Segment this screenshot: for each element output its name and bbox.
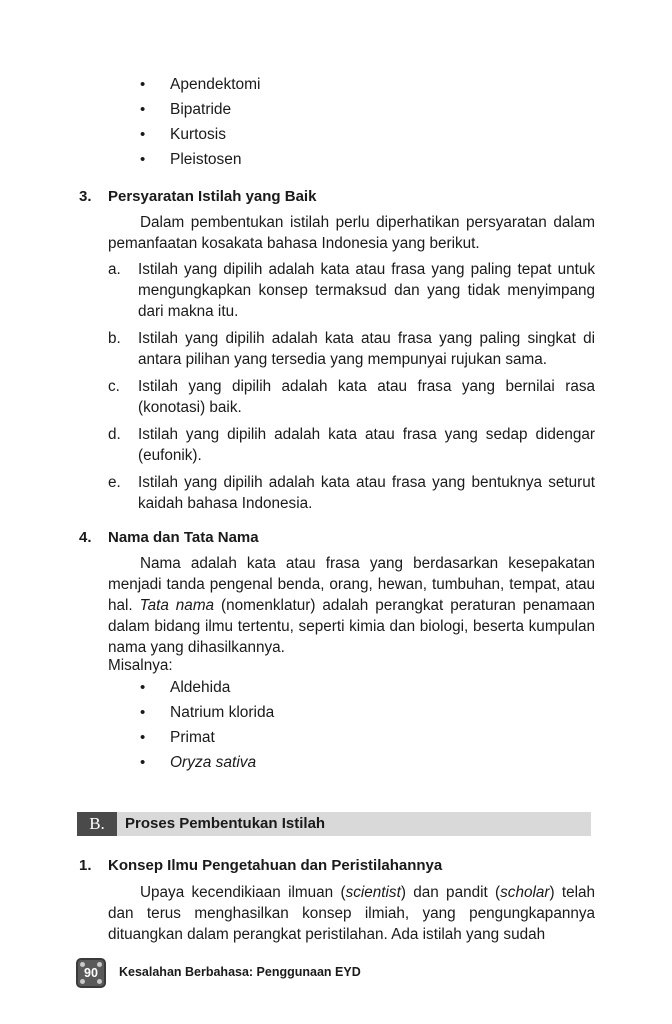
item-marker: c.: [108, 378, 120, 395]
list-item: • Primat: [140, 725, 274, 750]
italic-term: scholar: [500, 884, 550, 901]
list-item: [108, 328, 595, 370]
section-title: Konsep Ilmu Pengetahuan dan Peristilahannya: [108, 857, 443, 874]
item-marker: e.: [108, 474, 121, 491]
name-example-list: [140, 675, 274, 775]
item-marker: a.: [108, 261, 121, 278]
paragraph-text: Nama adalah kata atau frasa yang berdasarkan kesepakatan menjadi tanda pengenal benda, orang, hewan, tumbuhan, tempat, atau hal.: [108, 555, 595, 614]
section-number: 3.: [79, 188, 92, 205]
list-item: [108, 259, 595, 322]
item-text: Istilah yang dipilih adalah kata atau frasa yang paling tepat untuk mengungkapkan konsep termaksud dan yang tidak menyimpang dari makna itu.: [138, 261, 595, 320]
list-item: [108, 376, 595, 418]
list-item: [140, 750, 274, 775]
list-item: • Kurtosis: [140, 122, 260, 147]
item-text: Istilah yang dipilih adalah kata atau frasa yang paling singkat di antara pilihan yang tersedia yang mempunyai rujukan sama.: [138, 330, 595, 368]
section-4-paragraph: [108, 553, 595, 658]
italic-term: Oryza sativa: [170, 754, 257, 771]
example-label: Misalnya:: [108, 657, 173, 674]
item-text: Istilah yang dipilih adalah kata atau frasa yang sedap didengar (eufonik).: [138, 426, 595, 464]
page-number: 90: [84, 966, 98, 980]
page-number-badge: [76, 958, 106, 988]
section-4-heading: [79, 528, 259, 548]
paragraph-text: Dalam pembentukan istilah perlu diperhatikan persyaratan dalam pemanfaatan kosakata bahasa Indonesia yang berikut.: [108, 214, 595, 252]
section-3-heading: [79, 187, 316, 207]
section-title: Nama dan Tata Nama: [108, 529, 259, 546]
item-text: Istilah yang dipilih adalah kata atau frasa yang bentuknya seturut kaidah bahasa Indonesia.: [138, 474, 595, 512]
italic-term: Tata nama: [139, 597, 215, 614]
paragraph-text: Upaya kecendikiaan ilmuan (: [140, 884, 346, 901]
list-item: • Bipatride: [140, 97, 260, 122]
item-marker: b.: [108, 330, 121, 347]
list-item: [108, 424, 595, 466]
list-item: [108, 472, 595, 514]
paragraph-text: ) telah dan terus menghasilkan konsep ilmiah, yang pengungkapannya dituangkan dalam perangkat peristilahan. Ada istilah yang sudah: [108, 884, 596, 943]
section-b-banner: [77, 812, 591, 836]
section-number: 4.: [79, 529, 92, 546]
paragraph-text: ) dan pandit (: [400, 884, 501, 901]
term-example-list: [140, 72, 260, 172]
subsection-1-heading: [79, 856, 442, 876]
section-title: Persyaratan Istilah yang Baik: [108, 188, 317, 205]
section-title: Proses Pembentukan Istilah: [125, 815, 326, 832]
item-text: Istilah yang dipilih adalah kata atau frasa yang bernilai rasa (konotasi) baik.: [138, 378, 595, 416]
subsection-1-paragraph: [108, 882, 595, 945]
section-letter: B.: [77, 812, 117, 836]
section-3-intro: [108, 212, 595, 254]
list-item: • Aldehida: [140, 675, 274, 700]
running-footer-title: Kesalahan Berbahasa: Penggunaan EYD: [119, 965, 361, 979]
list-item: • Natrium klorida: [140, 700, 274, 725]
item-marker: d.: [108, 426, 121, 443]
paragraph-text: (nomenklatur) adalah perangkat peraturan penamaan dalam bidang ilmu tertentu, seperti kimia dan biologi, beserta kumpulan nama yang dihasilkannya.: [108, 597, 596, 656]
section-number: 1.: [79, 857, 92, 874]
requirements-list: [108, 259, 595, 520]
italic-term: scientist: [345, 884, 401, 901]
list-item: • Apendektomi: [140, 72, 260, 97]
list-item: • Pleistosen: [140, 147, 260, 172]
